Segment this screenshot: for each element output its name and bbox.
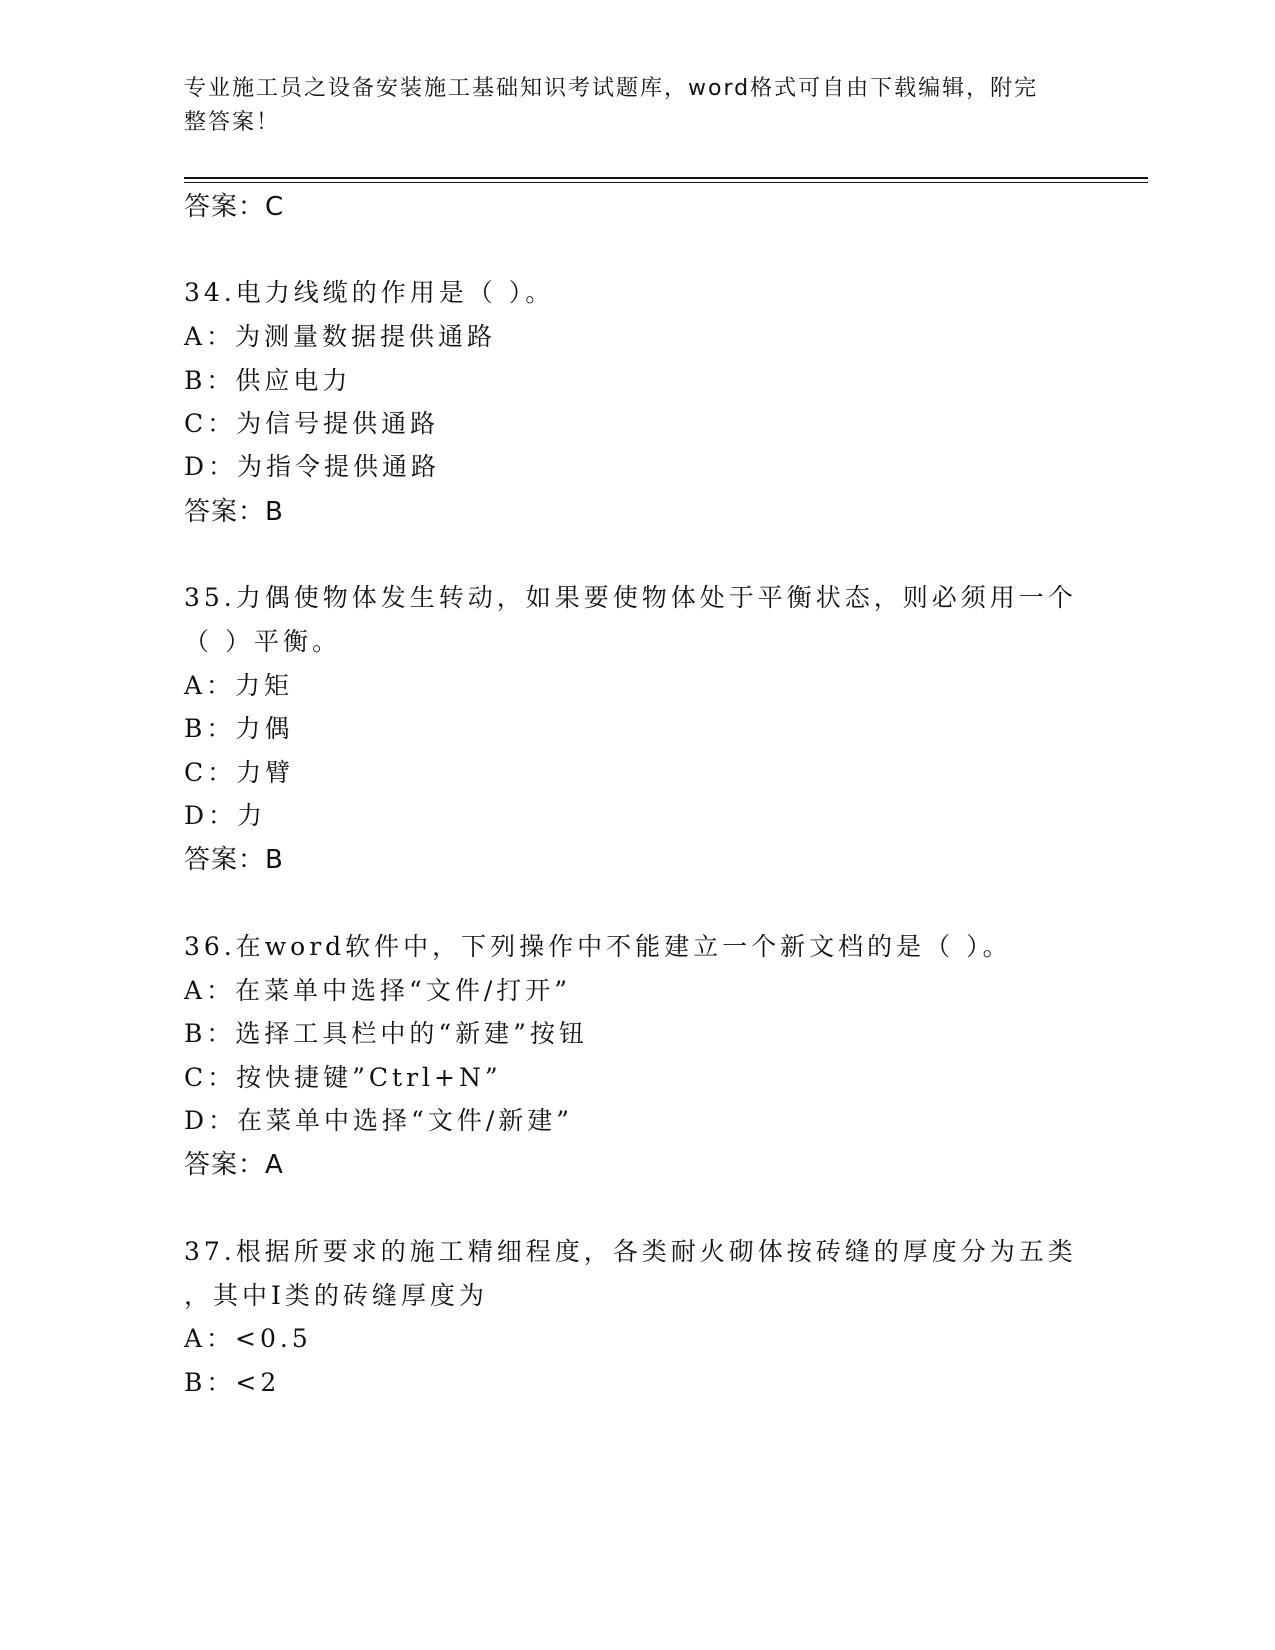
question-35-stem-line-1: 35.力偶使物体发生转动，如果要使物体处于平衡状态，则必须用一个 bbox=[184, 583, 1077, 612]
question-37-stem-line-2: ，其中Ⅰ类的砖缝厚度为 bbox=[184, 1281, 488, 1310]
question-37-option-a: A：<0.5 bbox=[184, 1324, 312, 1353]
question-35-option-d: D：力 bbox=[184, 801, 267, 830]
question-37-option-b: B：<2 bbox=[184, 1368, 281, 1397]
header-divider-thin bbox=[184, 182, 1148, 183]
question-36-option-c: C：按快捷键”Ctrl+N” bbox=[184, 1063, 502, 1092]
answer-33: 答案：C bbox=[184, 192, 285, 222]
question-35-option-a: A：力矩 bbox=[184, 671, 294, 700]
question-34-stem: 34.电力线缆的作用是（ ）。 bbox=[184, 278, 555, 307]
question-34-option-b: B：供应电力 bbox=[184, 366, 352, 395]
question-37-stem-line-1: 37.根据所要求的施工精细程度，各类耐火砌体按砖缝的厚度分为五类 bbox=[184, 1237, 1077, 1266]
question-34-option-a: A：为测量数据提供通路 bbox=[184, 322, 497, 351]
question-35-option-b: B：力偶 bbox=[184, 714, 294, 743]
header-line-2: 整答案！ bbox=[184, 110, 281, 135]
document-header bbox=[184, 72, 1084, 140]
header-divider-thick bbox=[184, 177, 1148, 179]
question-35-option-c: C：力臂 bbox=[184, 758, 295, 787]
question-34-option-c: C：为信号提供通路 bbox=[184, 409, 440, 438]
answer-34: 答案：B bbox=[184, 497, 284, 527]
question-36-option-a: A：在菜单中选择“文件/打开” bbox=[184, 976, 572, 1005]
question-35-stem-line-2: （ ）平衡。 bbox=[184, 627, 341, 656]
question-36-option-b: B：选择工具栏中的“新建”按钮 bbox=[184, 1019, 588, 1048]
answer-35: 答案：B bbox=[184, 845, 284, 875]
question-36-stem: 36.在word软件中，下列操作中不能建立一个新文档的是（ ）。 bbox=[184, 932, 1012, 961]
header-line-1: 专业施工员之设备安装施工基础知识考试题库，word格式可自由下载编辑，附完 bbox=[184, 76, 1039, 101]
answer-36: 答案：A bbox=[184, 1150, 284, 1180]
question-34-option-d: D：为指令提供通路 bbox=[184, 452, 441, 481]
question-36-option-d: D：在菜单中选择“文件/新建” bbox=[184, 1106, 574, 1135]
